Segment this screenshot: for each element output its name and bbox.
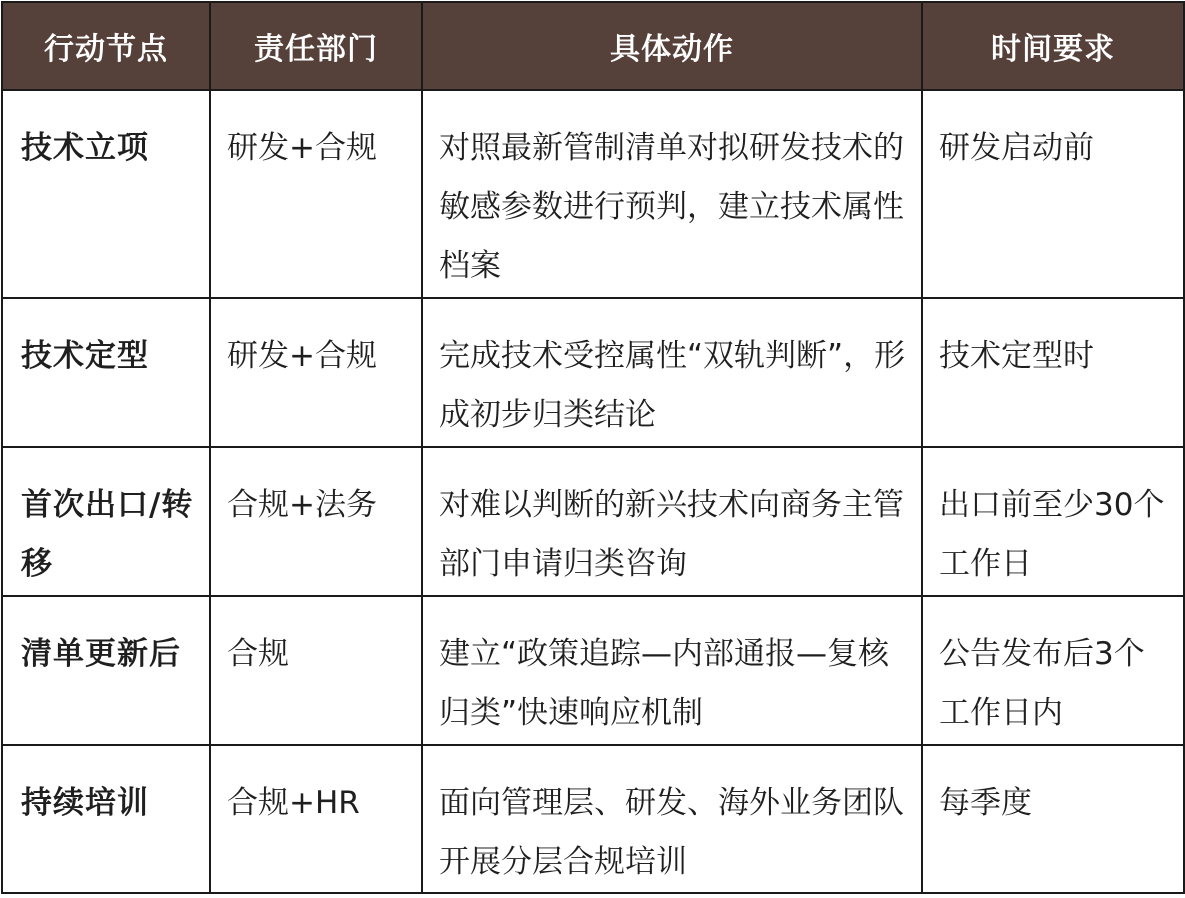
table-row — [2, 298, 1184, 447]
row-time-cell — [922, 745, 1184, 893]
row-dept: 合规+HR — [227, 785, 360, 821]
row-action-cell — [422, 745, 922, 893]
header-action: 具体动作 — [422, 2, 922, 90]
row-node: 技术立项 — [21, 130, 149, 166]
table-body — [2, 90, 1184, 893]
row-time-cell — [922, 90, 1184, 298]
row-node-cell — [2, 298, 210, 447]
row-time: 技术定型时 — [939, 338, 1094, 374]
row-action: 建立“政策追踪—内部通报—复核归类”快速响应机制 — [439, 636, 890, 731]
header-node: 行动节点 — [2, 2, 210, 90]
row-node-cell — [2, 90, 210, 298]
table-row — [2, 596, 1184, 745]
header-row — [2, 2, 1184, 90]
header-dept: 责任部门 — [210, 2, 422, 90]
row-node: 清单更新后 — [21, 636, 181, 672]
row-time: 出口前至少30个工作日 — [939, 487, 1165, 582]
row-dept: 研发+合规 — [227, 338, 377, 374]
table-row — [2, 447, 1184, 596]
row-time-cell — [922, 596, 1184, 745]
row-dept: 合规+法务 — [227, 487, 377, 523]
row-dept-cell — [210, 745, 422, 893]
row-action-cell — [422, 90, 922, 298]
row-time-cell — [922, 447, 1184, 596]
row-time: 每季度 — [939, 785, 1032, 821]
row-node-cell — [2, 745, 210, 893]
row-time: 公告发布后3个工作日内 — [939, 636, 1145, 731]
row-action-cell — [422, 447, 922, 596]
row-dept-cell — [210, 90, 422, 298]
row-node-cell — [2, 596, 210, 745]
row-action-cell — [422, 596, 922, 745]
row-node: 持续培训 — [21, 785, 149, 821]
row-node: 技术定型 — [21, 338, 149, 374]
row-dept: 研发+合规 — [227, 130, 377, 166]
table-row — [2, 90, 1184, 298]
row-dept-cell — [210, 596, 422, 745]
row-action: 对照最新管制清单对拟研发技术的敏感参数进行预判，建立技术属性档案 — [439, 130, 904, 284]
table-header — [2, 2, 1184, 90]
row-action-cell — [422, 298, 922, 447]
row-dept-cell — [210, 298, 422, 447]
header-time: 时间要求 — [922, 2, 1184, 90]
row-dept: 合规 — [227, 636, 289, 672]
row-node-cell — [2, 447, 210, 596]
row-time: 研发启动前 — [939, 130, 1094, 166]
row-action: 完成技术受控属性“双轨判断”，形成初步归类结论 — [439, 338, 906, 433]
action-table — [1, 1, 1185, 894]
row-time-cell — [922, 298, 1184, 447]
table-row — [2, 745, 1184, 893]
row-dept-cell — [210, 447, 422, 596]
row-action: 对难以判断的新兴技术向商务主管部门申请归类咨询 — [439, 487, 904, 582]
row-action: 面向管理层、研发、海外业务团队开展分层合规培训 — [439, 785, 904, 880]
row-node: 首次出口/转移 — [21, 487, 194, 582]
